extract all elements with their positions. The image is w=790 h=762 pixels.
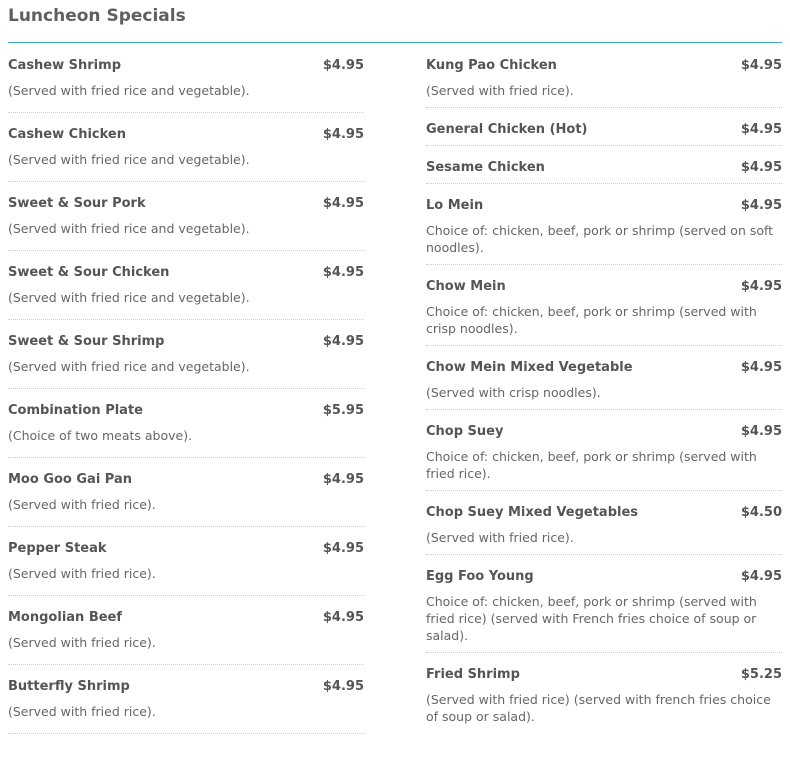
item-description: (Served with fried rice) (served with french fries choice of soup or salad).: [426, 692, 771, 724]
menu-item: [426, 272, 782, 346]
item-name: Sesame Chicken: [426, 160, 545, 175]
menu-item: [426, 417, 782, 491]
item-price: $4.95: [740, 198, 782, 213]
item-description: (Served with fried rice).: [8, 566, 156, 581]
item-name: Chow Mein: [426, 279, 506, 294]
item-description: (Served with fried rice).: [426, 530, 574, 545]
item-description: Choice of: chicken, beef, pork or shrimp (served with fried rice) (served with French fries choice of soup or salad).: [426, 594, 757, 643]
item-price: $5.25: [740, 667, 782, 682]
item-price: $4.95: [322, 127, 364, 142]
menu-item: [8, 120, 364, 182]
item-description: Choice of: chicken, beef, pork or shrimp (served with fried rice).: [426, 449, 757, 481]
item-name: Chop Suey: [426, 424, 504, 439]
menu-item: [8, 189, 364, 251]
item-price: $4.95: [322, 472, 364, 487]
page-title: Luncheon Specials: [8, 6, 186, 26]
menu-item: [8, 672, 364, 734]
menu-item: [8, 396, 364, 458]
menu-item: [426, 498, 782, 555]
menu-item: [8, 603, 364, 665]
item-price: $4.95: [322, 196, 364, 211]
item-description: Choice of: chicken, beef, pork or shrimp (served on soft noodles).: [426, 223, 774, 255]
title-divider: [8, 42, 782, 43]
item-description: (Served with fried rice and vegetable).: [8, 152, 250, 167]
item-price: $4.95: [322, 679, 364, 694]
item-name: Cashew Chicken: [8, 127, 126, 142]
item-name: Combination Plate: [8, 403, 143, 418]
item-description: (Served with fried rice and vegetable).: [8, 221, 250, 236]
menu-item: [8, 534, 364, 596]
item-name: Butterfly Shrimp: [8, 679, 130, 694]
item-description: (Served with fried rice and vegetable).: [8, 83, 250, 98]
item-description: (Served with fried rice and vegetable).: [8, 359, 250, 374]
item-price: $4.95: [322, 265, 364, 280]
item-name: Sweet & Sour Pork: [8, 196, 146, 211]
item-name: Kung Pao Chicken: [426, 58, 557, 73]
item-name: Mongolian Beef: [8, 610, 123, 625]
item-name: Egg Foo Young: [426, 569, 534, 584]
item-name: Moo Goo Gai Pan: [8, 472, 133, 487]
item-price: $4.95: [740, 122, 782, 137]
item-name: Fried Shrimp: [426, 667, 520, 682]
menu-item: [8, 327, 364, 389]
item-name: Pepper Steak: [8, 541, 107, 556]
menu-item: [426, 115, 782, 146]
menu-item: [8, 465, 364, 527]
item-name: Sweet & Sour Chicken: [8, 265, 170, 280]
right-menu-column: [426, 51, 782, 740]
item-price: $4.95: [740, 360, 782, 375]
item-description: (Served with fried rice).: [426, 83, 574, 98]
menu-item: [426, 660, 782, 733]
item-description: (Served with crisp noodles).: [426, 385, 601, 400]
item-price: $4.95: [740, 279, 782, 294]
menu-item: [8, 51, 364, 113]
left-menu-column: [8, 51, 364, 741]
item-name: Sweet & Sour Shrimp: [8, 334, 165, 349]
item-name: General Chicken (Hot): [426, 122, 588, 137]
item-price: $4.95: [740, 569, 782, 584]
item-price: $4.95: [740, 424, 782, 439]
menu-item: [426, 562, 782, 653]
item-price: $5.95: [322, 403, 364, 418]
menu-item: [426, 153, 782, 184]
item-price: $4.95: [322, 334, 364, 349]
item-description: (Served with fried rice).: [8, 497, 156, 512]
menu-item: [8, 258, 364, 320]
item-price: $4.95: [740, 160, 782, 175]
menu-item: [426, 191, 782, 265]
item-description: (Served with fried rice and vegetable).: [8, 290, 250, 305]
item-description: (Served with fried rice).: [8, 704, 156, 719]
item-name: Lo Mein: [426, 198, 484, 213]
item-name: Chow Mein Mixed Vegetable: [426, 360, 633, 375]
item-description: (Choice of two meats above).: [8, 428, 193, 443]
item-price: $4.50: [740, 505, 782, 520]
menu-item: [426, 51, 782, 108]
item-price: $4.95: [322, 58, 364, 73]
item-name: Cashew Shrimp: [8, 58, 121, 73]
item-name: Chop Suey Mixed Vegetables: [426, 505, 639, 520]
item-description: Choice of: chicken, beef, pork or shrimp (served with crisp noodles).: [426, 304, 757, 336]
item-price: $4.95: [740, 58, 782, 73]
item-price: $4.95: [322, 610, 364, 625]
item-description: (Served with fried rice).: [8, 635, 156, 650]
item-price: $4.95: [322, 541, 364, 556]
menu-item: [426, 353, 782, 410]
